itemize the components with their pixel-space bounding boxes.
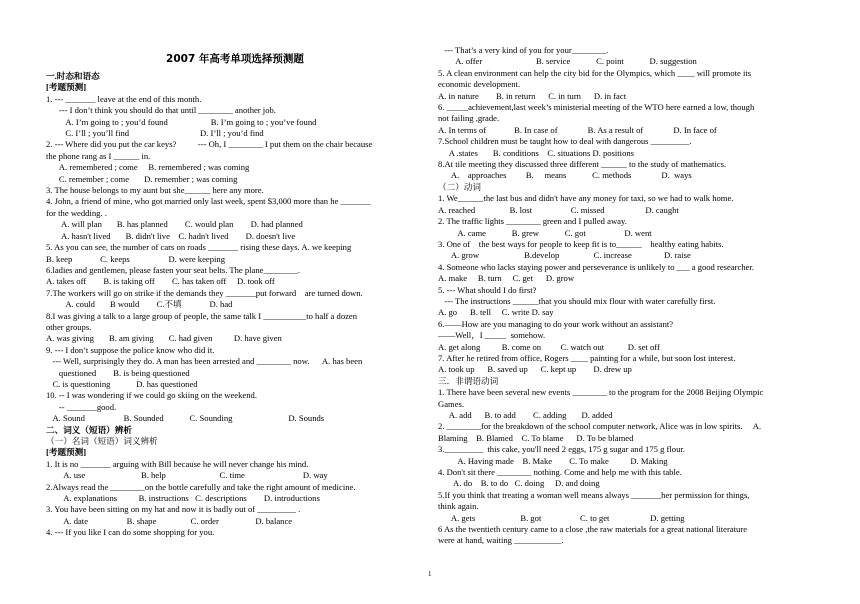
- left-text-line: A. use B. help C. time D. way: [46, 470, 328, 481]
- right-text-line: 3._________ this cake, you'll need 2 eggs, 175 g sugar and 175 g flour.: [438, 444, 685, 455]
- left-column-body: [46, 71, 424, 539]
- left-text-line: --- I don’t think you should do that until ________ another job.: [46, 105, 276, 116]
- left-text-line: A. date B. shape C. order D. balance: [46, 515, 293, 526]
- right-text-line: 1. There have been several new events ________ to the program for the 2008 Beijing Olympic: [438, 387, 764, 398]
- right-text-line: --- The instructions ______that you should mix flour with water carefully first.: [438, 295, 716, 306]
- right-text-line: 三．非谓语动词: [438, 375, 499, 386]
- left-text-line: [考题预测]: [46, 447, 87, 458]
- left-text-line: A. will plan B. has planned C. would plan D. had planned: [46, 219, 303, 230]
- left-text-line: 9. --- I don’t suppose the police know who did it.: [46, 344, 215, 355]
- left-text-line: --- Well, surprisingly they do. A man has been arrested and ________ now. A. has been: [46, 356, 363, 367]
- left-text-line: A. takes off B. is taking off C. has taken off D. took off: [46, 276, 275, 287]
- right-text-line: think again.: [438, 501, 479, 512]
- right-text-line: 5.If you think that treating a woman well means always _______her permission for things,: [438, 489, 750, 500]
- left-column: [46, 0, 424, 539]
- right-text-line: A. do B. to do C. doing D. and doing: [438, 478, 600, 489]
- left-text-line: 2. --- Where did you put the car keys? --- Oh, I ________ I put them on the chair because: [46, 139, 373, 150]
- right-text-line: A. reached B. lost C. missed D. caught: [438, 204, 679, 215]
- right-text-line: Blaming B. Blamed C. To blame D. To be blamed: [438, 432, 634, 443]
- right-text-line: A. get along B. come on C. watch out D. set off: [438, 341, 660, 352]
- right-text-line: A. took up B. saved up C. kept up D. drew up: [438, 364, 632, 375]
- right-text-line: 4. Don't sit there ________ nothing. Come and help me with this table.: [438, 467, 682, 478]
- left-text-line: 3. You have been sitting on my hat and now it is badly out of _________ .: [46, 504, 301, 515]
- right-text-line: A. go B. tell C. write D. say: [438, 307, 554, 318]
- right-text-line: not failing ,grade.: [438, 113, 500, 124]
- right-text-line: ——Well，I _____ somehow.: [438, 330, 546, 341]
- left-text-line: A. was giving B. am giving C. had given D. have given: [46, 333, 282, 344]
- right-text-line: A. In terms of B. In case of B. As a result of D. In face of: [438, 124, 717, 135]
- right-text-line: A. came B. grew C. got D. went: [438, 227, 652, 238]
- right-text-line: --- That’s a very kind of you for your________.: [438, 45, 609, 55]
- right-text-line: 1. We______the last bus and didn't have any money for taxi, so we had to walk home.: [438, 193, 734, 204]
- right-text-line: 8.At tile meeting they discussed three different ______ to the study of mathematics.: [438, 159, 727, 170]
- left-text-line: 8.I was giving a talk to a large group of people, the same talk I __________to half a dozen: [46, 310, 358, 321]
- right-text-line: 7.School children must be taught how to deal with dangerous _________.: [438, 136, 692, 147]
- right-text-line: A. gets B. got C. to get D. getting: [438, 512, 685, 523]
- left-text-line: （一）名词（短语）词义辨析: [46, 436, 158, 446]
- right-text-line: 7. After he retired from office, Rogers ____ painting for a while, but soon lost interest.: [438, 352, 736, 363]
- left-text-line: B. keep C. keeps D. were keeping: [46, 253, 226, 264]
- left-text-line: 4. --- If you like I can do some shopping for you.: [46, 527, 215, 538]
- right-text-line: A .states B. conditions C. situations D. positions: [438, 147, 635, 158]
- left-text-line: A. explanations B. instructions C. descriptions D. introductions: [46, 493, 320, 504]
- right-text-line: 6. _____achievement,last week’s ministerial meeting of the WTO here earned a low, though: [438, 102, 755, 113]
- left-text-line: A. could B would C.不填 D. had: [46, 299, 233, 310]
- left-text-line: -- _______good.: [46, 401, 117, 412]
- right-text-line: A. make B. turn C. get D. grow: [438, 273, 575, 284]
- left-text-line: the phone rang as I ______ in.: [46, 150, 151, 161]
- left-text-line: 1. --- _______ leave at the end of this month.: [46, 93, 202, 104]
- left-text-line: 6.ladies and gentlemen, please fasten your seat belts. The plane________.: [46, 264, 300, 275]
- left-text-line: for the wedding. .: [46, 207, 107, 218]
- right-text-line: A. grow B.develop C. increase D. raise: [438, 250, 691, 261]
- page-number: 1: [428, 570, 432, 578]
- right-text-line: economic development.: [438, 79, 521, 90]
- right-text-line: 5. A clean environment can help the city bid for the Olympics, which ____ will promote its: [438, 67, 752, 78]
- right-text-line: A. approaches B. means C. methods D. ways: [438, 170, 692, 181]
- right-column-body: [438, 45, 814, 547]
- left-text-line: 2.Always read the ________on the bottle carefully and take the right amount of medicine.: [46, 481, 356, 492]
- right-text-line: 6.——How are you managing to do your work without an assistant?: [438, 318, 674, 329]
- left-text-line: 一.时态和语态: [46, 71, 100, 81]
- left-text-line: C. remember ; come D. remember ; was coming: [46, 173, 238, 184]
- left-text-line: 1. It is no _______ arguing with Bill because he will never change his mind.: [46, 458, 309, 469]
- right-column: [438, 45, 814, 547]
- left-text-line: A. hasn't lived B. didn't live C. hadn't lived D. doesn't live: [46, 230, 296, 241]
- right-text-line: 2. The traffic lights ________ green and I pulled away.: [438, 216, 627, 227]
- right-text-line: A. add B. to add C. adding D. added: [438, 410, 613, 420]
- right-text-line: A. offer B. service C. point D. suggestion: [438, 56, 697, 67]
- right-text-line: 5. --- What should I do first?: [438, 284, 537, 295]
- right-text-line: A. in nature B. in return C. in turn D. in fact: [438, 90, 627, 101]
- left-text-line: questioned B. is being questioned: [46, 367, 190, 378]
- left-text-line: C. is questioning D. has questioned: [46, 378, 198, 389]
- left-text-line: 4. John, a friend of mine, who got married only last week, spent $3,000 more than he _______: [46, 196, 371, 207]
- right-text-line: 2. ________for the breakdown of the school computer network, Alice was in low spirits. A.: [438, 421, 762, 432]
- left-text-line: A. Sound B. Sounded C. Sounding D. Sounds: [46, 413, 325, 424]
- left-text-line: other groups.: [46, 321, 92, 332]
- right-text-line: A. Having made B. Make C. To make D. Making: [438, 455, 668, 466]
- left-text-line: C. I’ll ; you’ll find D. I’ll ; you’d find: [46, 128, 264, 139]
- right-text-line: 6 As the twentieth century came to a close ,the raw materials for a great national literature: [438, 524, 748, 535]
- left-text-line: [考题预测]: [46, 82, 87, 93]
- left-text-line: A. I’m going to ; you’d found B. I’m going to ; you’ve found: [46, 116, 317, 127]
- left-text-line: 7.The workers will go on strike if the demands they _______put forward are turned down.: [46, 287, 363, 298]
- right-text-line: were at hand, waiting ___________.: [438, 535, 564, 546]
- left-text-line: 5. As you can see, the number of cars on roads _______ rising these days. A. we keeping: [46, 242, 352, 253]
- left-text-line: 二、词义（短语）辨析: [46, 424, 132, 435]
- right-text-line: 4. Someone who lacks staying power and perseverance is unlikely to ___ a good researcher.: [438, 261, 754, 272]
- left-text-line: 10. -- I was wondering if we could go skiing on the weekend.: [46, 390, 257, 401]
- right-text-line: 3. One of the best ways for people to keep fit is to______ healthy eating habits.: [438, 238, 724, 249]
- left-text-line: 3. The house belongs to my aunt but she______ here any more.: [46, 185, 264, 196]
- right-text-line: （二）动词: [438, 181, 481, 192]
- right-text-line: Games.: [438, 398, 465, 409]
- page-title: 2007 年高考单项选择预测题: [166, 53, 304, 65]
- left-text-line: A. remembered ; come B. remembered ; was coming: [46, 162, 250, 173]
